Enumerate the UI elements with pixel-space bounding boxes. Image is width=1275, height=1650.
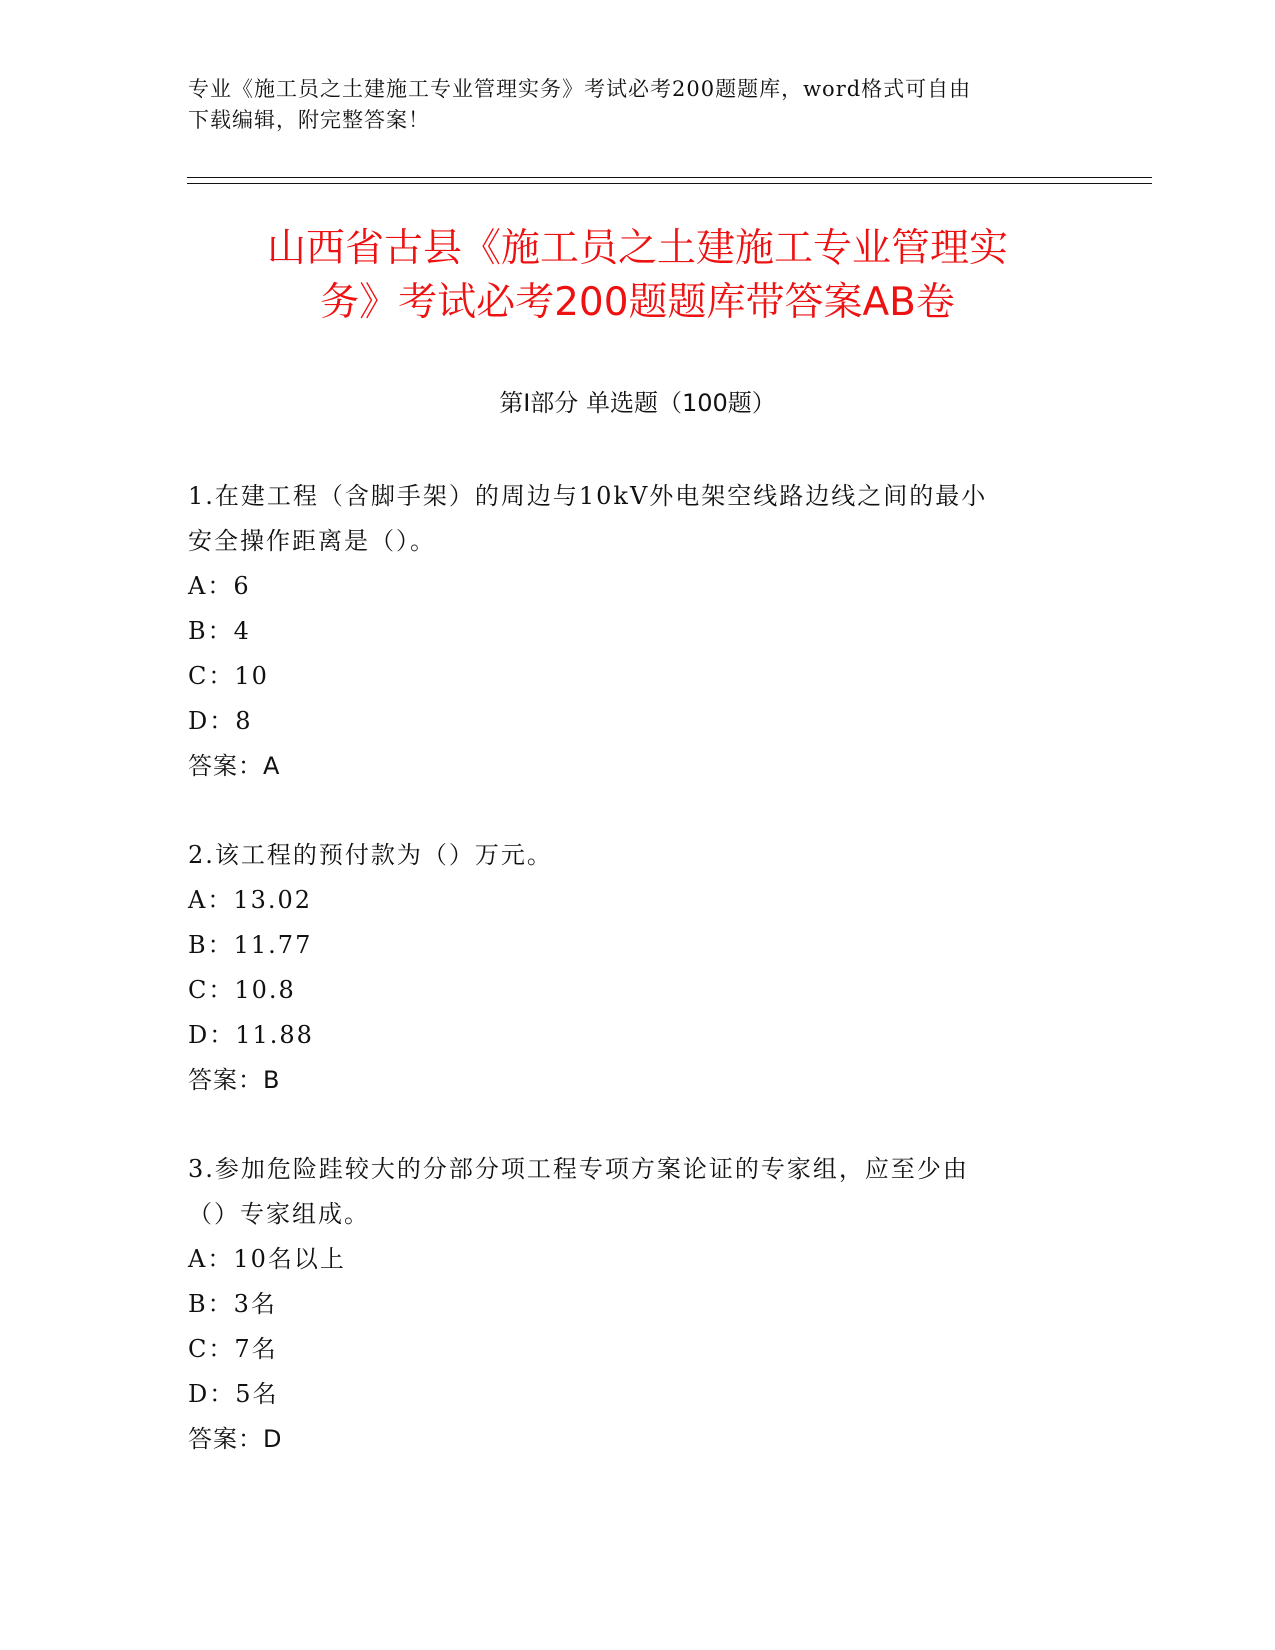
option-a: A：13.02 bbox=[188, 886, 313, 914]
answer: 答案：D bbox=[188, 1425, 283, 1453]
question-text: 1.在建工程（含脚手架）的周边与10kV外电架空线路边线之间的最小 安全操作距离是（）。 bbox=[188, 482, 988, 555]
question-text: 3.参加危险跬较大的分部分项工程专项方案论证的专家组，应至少由 （）专家组成。 bbox=[188, 1155, 969, 1228]
header-rule-top bbox=[187, 177, 1152, 178]
option-a: A：10名以上 bbox=[188, 1245, 346, 1273]
option-d: D：8 bbox=[188, 707, 253, 735]
question-list bbox=[188, 474, 1088, 1506]
title-line-1: 山西省古县《施工员之土建施工专业管理实 bbox=[266, 226, 1008, 271]
option-c: C：10.8 bbox=[188, 976, 296, 1004]
option-c: C：10 bbox=[188, 662, 269, 690]
section-heading: 第Ⅰ部分 单选题（100题） bbox=[499, 389, 776, 417]
option-a: A：6 bbox=[188, 572, 251, 600]
header-note: 专业《施工员之土建施工专业管理实务》考试必考200题题库，word格式可自由 下载编辑，附完整答案！ bbox=[188, 77, 972, 132]
question-3 bbox=[188, 1147, 1088, 1462]
answer: 答案：A bbox=[188, 752, 281, 780]
option-b: B：3名 bbox=[188, 1290, 277, 1318]
answer: 答案：B bbox=[188, 1066, 281, 1094]
title-line-2: 务》考试必考200题题库带答案AB卷 bbox=[320, 280, 955, 325]
question-2 bbox=[188, 833, 1088, 1103]
option-b: B：4 bbox=[188, 617, 251, 645]
question-1 bbox=[188, 474, 1088, 789]
question-text: 2.该工程的预付款为（）万元。 bbox=[188, 841, 553, 869]
option-b: B：11.77 bbox=[188, 931, 313, 959]
option-d: D：5名 bbox=[188, 1380, 279, 1408]
document-title bbox=[150, 222, 1125, 330]
option-c: C：7名 bbox=[188, 1335, 278, 1363]
option-d: D：11.88 bbox=[188, 1021, 314, 1049]
header-rule-bottom bbox=[187, 183, 1152, 184]
